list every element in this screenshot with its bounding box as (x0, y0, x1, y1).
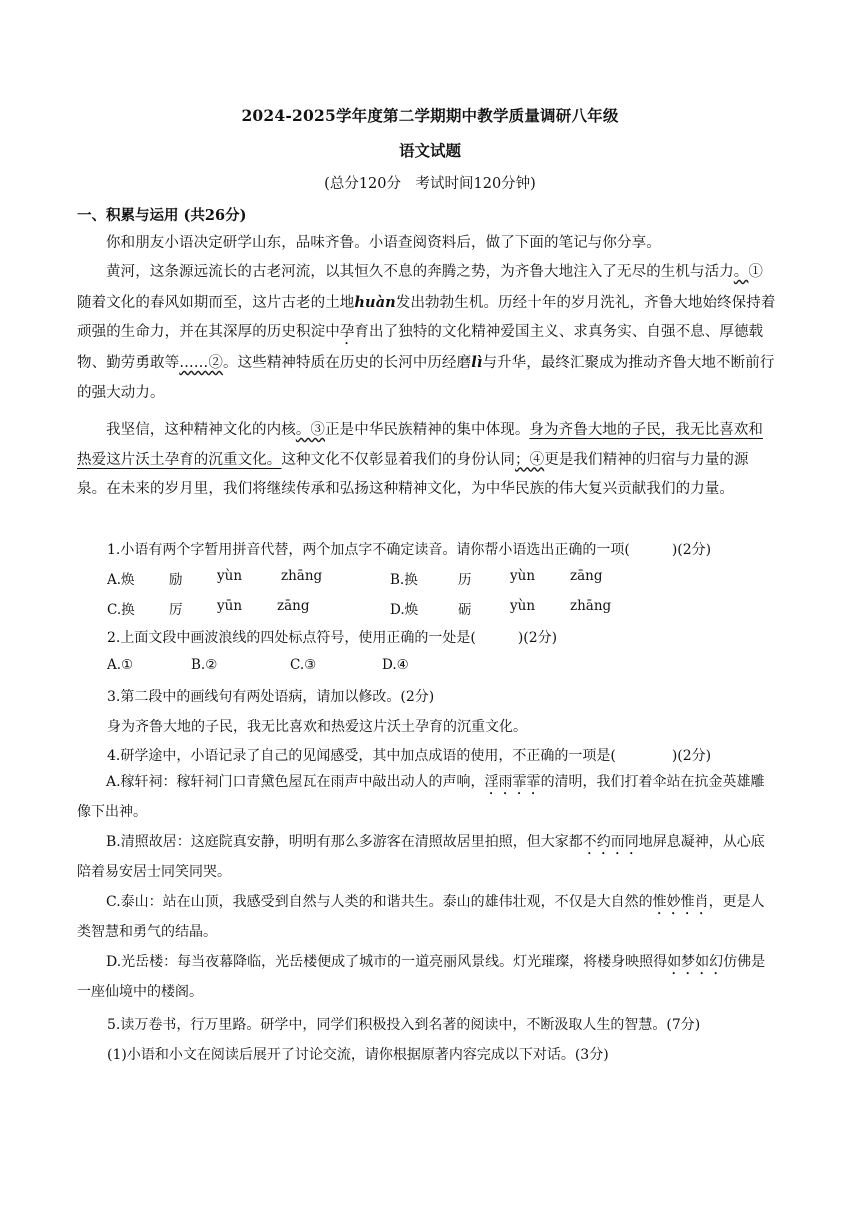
q4-option-b: B.清照故居：这庭院真安静，明明有那么多游客在清照故居里拍照，但大家都不约而同地屏息凝神，从心底陪着易安居士同笑同哭。 (77, 834, 765, 880)
dotted-idiom-c: 惟妙惟肖 (652, 894, 709, 910)
question-3-sentence: 身为齐鲁大地的子民，我无比喜欢和热爱这片沃土孕育的沉重文化。 (107, 719, 527, 735)
question-2-stem: 2.上面文段中画波浪线的四处标点符号，使用正确的一处是( )(2分) (107, 630, 558, 646)
wave-punct-3: 。③ (295, 422, 326, 438)
q4-option-c: C.泰山：站在山顶，我感受到自然与人类的和谐共生。泰山的雄伟壮观，不仅是大自然的惟妙惟肖，更是人类智慧和勇气的结晶。 (77, 894, 765, 940)
q1-option-d: D.焕 砺 yùn zhāng (390, 598, 612, 618)
wave-punct-2: ……② (179, 355, 224, 371)
q1-option-a: A.焕 励 yùn zhāng (107, 568, 323, 588)
q2-option-a: A.① (107, 657, 134, 673)
q2-option-b: B.② (191, 657, 218, 673)
dotted-idiom-a: 淫雨霏霏 (484, 774, 541, 790)
pinyin-huan: huàn (354, 293, 396, 311)
q4-option-d: D.光岳楼：每当夜幕降临，光岳楼便成了城市的一道亮丽风景线。灯光璀璨，将楼身映照得如梦如幻仿佛是一座仙境中的楼阁。 (77, 954, 766, 1000)
intro-paragraph: 你和朋友小语决定研学山东，品味齐鲁。小语查阅资料后，做了下面的笔记与你分享。 (106, 235, 661, 251)
question-5-stem: 5.读万卷书，行万里路。研学中，同学们积极投入到名著的阅读中，不断汲取人生的智慧。(7分) (107, 1017, 701, 1033)
question-5-sub1: (1)小语和小文在阅读后展开了讨论交流，请你根据原著内容完成以下对话。(3分) (107, 1047, 609, 1063)
question-4-stem: 4.研学途中，小语记录了自己的见闻感受，其中加点成语的使用，不正确的一项是( )(2分) (107, 748, 712, 764)
subject-title: 语文试题 (398, 141, 461, 160)
underlined-sentence: 身为齐鲁大地的子民，我无比喜欢和热爱这片沃土孕育的沉重文化。 (77, 422, 764, 468)
section-heading: 一、积累与运用 (共26分) (77, 207, 247, 224)
q2-option-d: D.④ (382, 657, 409, 673)
dotted-idiom-d: 如梦如幻 (667, 954, 724, 970)
q1-option-b: B.换 历 yùn zāng (390, 568, 603, 588)
q2-option-c: C.③ (290, 657, 317, 673)
q1-option-c: C.换 厉 yūn zāng (107, 598, 310, 618)
wave-punct-4: ；④ (515, 451, 545, 468)
exam-title: 2024-2025学年度第二学期期中教学质量调研八年级 (241, 106, 619, 125)
question-1-stem: 1.小语有两个字暂用拼音代替，两个加点字不确定读音。请你帮小语选出正确的一项( )(2分) (107, 542, 712, 558)
dotted-idiom-b: 不约而同 (582, 834, 639, 850)
pinyin-li: lì (471, 354, 483, 371)
wave-punct-1: 。 (733, 264, 749, 280)
question-3-stem: 3.第二段中的画线句有两处语病，请加以修改。(2分) (107, 689, 435, 705)
passage-paragraph-2: 我坚信，这种精神文化的内核。③正是中华民族精神的集中体现。身为齐鲁大地的子民，我无比喜欢和热爱这片沃土孕育的沉重文化。这种文化不仅彰显着我们的身份认同；④更是我们精神的归宿与力量的源泉。在未来的岁月里，我们将继续传承和弘扬这种精神文化，为中华民族的伟大复兴贡献我们的力量。 (77, 422, 764, 497)
passage-paragraph-1: 黄河，这条源远流长的古老河流，以其恒久不息的奔腾之势，为齐鲁大地注入了无尽的生机与活力。①随着文化的春风如期而至，这片古老的土地huàn发出勃勃生机。历经十年的岁月洗礼，齐鲁大地始终保持着顽强的生命力，并在其深厚的历史积淀中孕育出了独特的文化精神爱国主义、求真务实、自强不息、厚德载物、勤劳勇敢等……②。这些精神特质在历史的长河中历经磨lì与升华，最终汇聚成为推动齐鲁大地不断前行的强大动力。 (77, 264, 776, 401)
q4-option-a: A.稼轩祠：稼轩祠门口青黛色屋瓦在雨声中敲出动人的声响，淫雨霏霏的清明，我们打着伞站在抗金英雄雕像下出神。 (77, 774, 765, 820)
dotted-char-yun: 孕 (339, 324, 355, 340)
exam-info: (总分120分 考试时间120分钟) (324, 176, 536, 192)
